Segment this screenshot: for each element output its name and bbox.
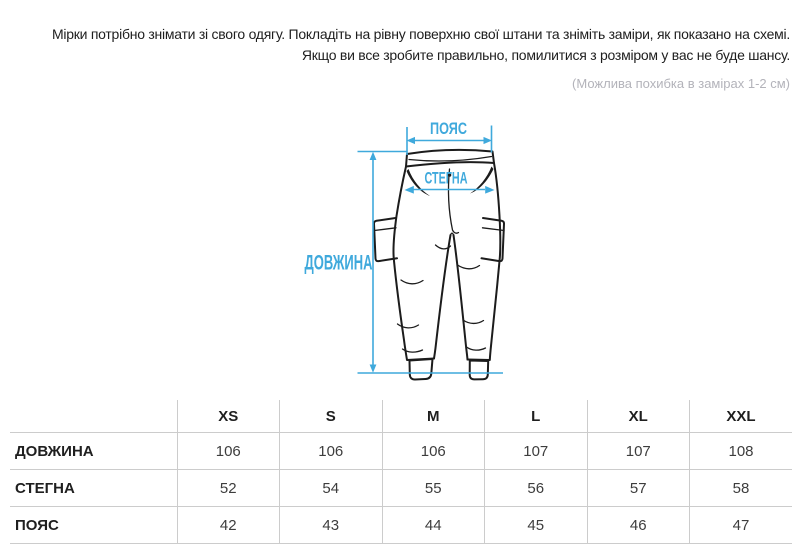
measurement-tolerance-note: (Можлива похибка в замірах 1-2 см): [572, 76, 790, 91]
size-value: 54: [280, 470, 383, 507]
size-value: 46: [587, 507, 690, 544]
size-value: 107: [485, 433, 588, 470]
size-value: 56: [485, 470, 588, 507]
right-cuff: [470, 361, 489, 380]
table-row-waist: [10, 507, 792, 544]
size-value: 47: [690, 507, 793, 544]
size-value: 42: [177, 507, 280, 544]
column-header-m: M: [382, 400, 485, 433]
size-value: 107: [587, 433, 690, 470]
size-value: 43: [280, 507, 383, 544]
column-header-xl: XL: [587, 400, 690, 433]
table-row-length: [10, 433, 792, 470]
row-label-waist: ПОЯС: [10, 507, 177, 544]
table-row-hips: [10, 470, 792, 507]
corner-cell: [10, 400, 177, 433]
size-value: 52: [177, 470, 280, 507]
hips-dimension: [405, 169, 495, 194]
hips-label: СТЕГНА: [424, 168, 468, 188]
size-value: 58: [690, 470, 793, 507]
column-header-l: L: [485, 400, 588, 433]
size-table-section: [10, 400, 792, 544]
size-value: 55: [382, 470, 485, 507]
size-value: 44: [382, 507, 485, 544]
pants-measurement-diagram: [285, 108, 545, 398]
intro-line-2: Якщо ви все зробите правильно, помилитися з розміром у вас не буде шансу.: [301, 47, 790, 63]
column-header-xxl: XXL: [690, 400, 793, 433]
size-value: 106: [280, 433, 383, 470]
size-table-header-row: [10, 400, 792, 433]
size-value: 57: [587, 470, 690, 507]
size-value: 106: [177, 433, 280, 470]
intro-text: [8, 24, 790, 66]
waist-label: ПОЯС: [430, 119, 467, 138]
size-value: 108: [690, 433, 793, 470]
row-label-length: ДОВЖИНА: [10, 433, 177, 470]
left-cuff: [410, 359, 433, 380]
size-value: 106: [382, 433, 485, 470]
size-table: [10, 400, 792, 544]
intro-line-1: Мірки потрібно знімати зі свого одягу. Покладіть на рівну поверхню свої штани та зніміть заміри, як показано на схемі.: [51, 26, 790, 42]
size-value: 45: [485, 507, 588, 544]
row-label-hips: СТЕГНА: [10, 470, 177, 507]
length-label: ДОВЖИНА: [304, 251, 373, 275]
column-header-s: S: [280, 400, 383, 433]
column-header-xs: XS: [177, 400, 280, 433]
